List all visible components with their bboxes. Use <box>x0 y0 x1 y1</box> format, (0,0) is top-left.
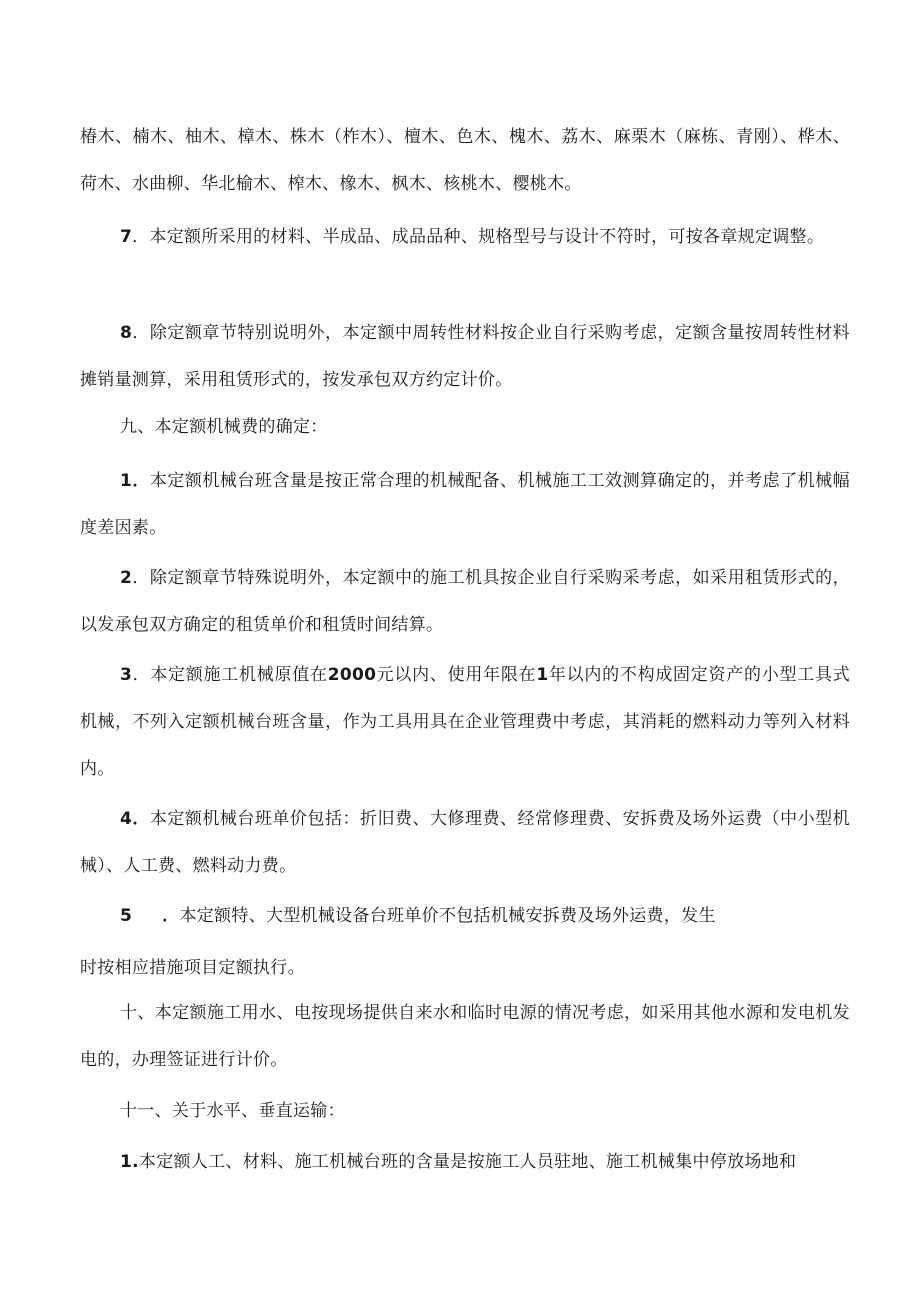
item-number: 8 <box>120 323 133 343</box>
item-mark: ． <box>162 906 180 926</box>
item-number: 1. <box>120 1152 139 1172</box>
paragraph-machine-5-cont <box>80 945 850 992</box>
paragraph-transport-1 <box>80 1139 850 1186</box>
item-number: 2 <box>120 568 133 588</box>
heading-text: 十一、关于水平、垂直运输： <box>120 1101 345 1121</box>
paragraph-machine-4 <box>80 796 850 890</box>
item-text-c: 元以内、使用年限在 <box>376 665 537 685</box>
item-text-e: 年以内的不构成固定资产的小型工具式机械，不列入定额机械台班含量，作为工具用具在企业管理费中考虑，其消耗的燃料动力等列入材料内。 <box>80 665 850 779</box>
item-number: 1 <box>120 471 133 491</box>
paragraph-wood-list <box>80 114 850 208</box>
item-number: 4 <box>120 809 133 829</box>
item-mark: ． <box>132 471 150 491</box>
value-2000: 2000 <box>327 665 377 685</box>
value-1: 1 <box>536 665 549 685</box>
paragraph-item-7 <box>80 214 850 261</box>
item-text: ．本定额所采用的材料、半成品、成品品种、规格型号与设计不符时，可按各章规定调整。 <box>132 227 825 247</box>
item-text: 本定额特、大型机械设备台班单价不包括机械安拆费及场外运费，发生 <box>179 906 716 926</box>
item-text: 本定额机械台班含量是按正常合理的机械配备、机械施工工效测算确定的，并考虑了机械幅度差因素。 <box>80 471 850 538</box>
paragraph-item-8 <box>80 310 850 404</box>
item-text: 本定额人工、材料、施工机械台班的含量是按施工人员驻地、施工机械集中停放场地和 <box>138 1152 797 1172</box>
section-heading-nine <box>80 404 850 451</box>
item-text: 本定额机械台班单价包括：折旧费、大修理费、经常修理费、安拆费及场外运费（中小型机械）、人工费、燃料动力费。 <box>80 809 850 876</box>
item-number: 5 <box>120 906 133 926</box>
item-number: 7 <box>120 227 133 247</box>
paragraph-machine-3 <box>80 652 850 793</box>
section-heading-eleven <box>80 1088 850 1135</box>
paragraph-machine-1 <box>80 458 850 552</box>
heading-text: 九、本定额机械费的确定： <box>120 417 328 437</box>
paragraph-machine-2 <box>80 555 850 649</box>
wood-list-text: 椿木、楠木、柚木、樟木、株木（柞木）、檀木、色木、槐木、荔木、麻栗木（麻栋、青刚）、桦木、荷木、水曲柳、华北榆木、榨木、橡木、枫木、核桃木、樱桃木。 <box>80 127 850 194</box>
section-text: 十、本定额施工用水、电按现场提供自来水和临时电源的情况考虑，如采用其他水源和发电机发电的，办理签证进行计价。 <box>80 1003 850 1070</box>
item-text: ．除定额章节特别说明外，本定额中周转性材料按企业自行采购考虑，定额含量按周转性材料摊销量测算，采用租赁形式的，按发承包双方约定计价。 <box>80 323 850 390</box>
item-text-a: ．本定额施工机械原值在 <box>132 665 328 685</box>
section-heading-ten <box>80 990 850 1084</box>
item-text: ．除定额章节特殊说明外，本定额中的施工机具按企业自行采购采考虑，如采用租赁形式的，以发承包双方确定的租赁单价和租赁时间结算。 <box>80 568 850 635</box>
item-text: 时按相应措施项目定额执行。 <box>80 958 305 978</box>
item-number: 3 <box>120 665 133 685</box>
paragraph-machine-5 <box>80 893 850 940</box>
item-mark: ． <box>132 809 150 829</box>
